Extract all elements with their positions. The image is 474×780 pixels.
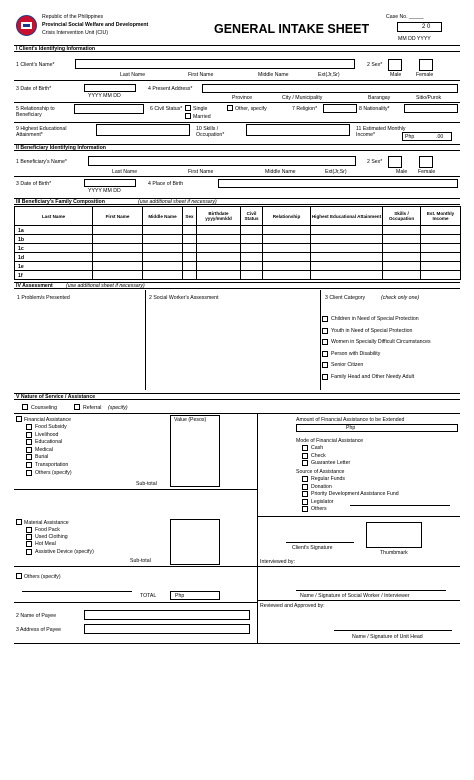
pob-field[interactable] (218, 179, 458, 188)
family-cell[interactable] (93, 271, 143, 280)
family-col-header-label: Est. Monthly Income (426, 211, 455, 221)
family-cell[interactable] (93, 235, 143, 244)
referral-label: Referral (83, 405, 102, 411)
family-cell[interactable] (15, 271, 93, 280)
family-cell[interactable] (263, 262, 311, 271)
family-cell[interactable] (15, 226, 93, 235)
religion-label: 7 Religion* (292, 106, 318, 112)
family-cell[interactable] (383, 253, 421, 262)
client-name-label: 1 Client's Name* (16, 62, 55, 68)
client-category-note: (check only one) (381, 295, 420, 301)
education-label: 9 Highest Educational Attainment* (16, 126, 67, 138)
beneficiary-female-box[interactable] (419, 156, 433, 168)
family-cell[interactable] (421, 253, 461, 262)
family-col-header (383, 206, 421, 226)
source-label: Regular Funds (311, 476, 346, 482)
client-category-label: Youth in Need of Special Protection (331, 327, 413, 334)
dob-format: YYYY MM DD (88, 93, 121, 99)
financial-item-checkbox[interactable] (26, 454, 32, 460)
family-cell[interactable] (143, 262, 183, 271)
source-checkbox[interactable] (302, 476, 308, 482)
section3-note: (use additional sheet if necessary) (138, 199, 217, 205)
section4-title: IV Assessment (16, 283, 53, 289)
problems-field[interactable] (18, 302, 142, 386)
client-category-label: Person with Disability (331, 350, 381, 357)
family-cell[interactable] (183, 253, 197, 262)
male-caption: Male (390, 72, 402, 78)
section1-title: I Client's Identifying Information (16, 46, 96, 52)
financial-item-label: Food Subsidy (35, 424, 67, 430)
family-row-label: 1d (18, 255, 25, 261)
mode-label: Mode of Financial Assistance (296, 438, 364, 444)
sitio-caption: Sitio/Purok (416, 95, 442, 101)
client-category-checkbox[interactable] (322, 374, 328, 380)
middle-name-caption: Middle Name (258, 72, 289, 78)
income-label: 11 Estimated Monthly Income* (356, 126, 406, 138)
source-label: Source of Assistance (296, 469, 345, 475)
b-first-name-caption: First Name (188, 169, 214, 175)
family-cell[interactable] (311, 262, 383, 271)
skills-field[interactable] (246, 124, 350, 136)
source-list (302, 476, 458, 516)
family-cell[interactable] (383, 235, 421, 244)
legislator-line[interactable] (350, 505, 450, 506)
family-col-header (93, 206, 143, 226)
income-cents: .00 (436, 134, 444, 140)
family-col-header (241, 206, 263, 226)
section3-title: III Beneficiary's Family Composition (16, 199, 105, 205)
family-row-label: 1a (18, 228, 24, 234)
financial-item-label: Transportation (35, 462, 69, 468)
family-cell[interactable] (183, 244, 197, 253)
financial-items (26, 424, 166, 479)
barangay-caption: Barangay (368, 95, 391, 101)
family-cell[interactable] (383, 226, 421, 235)
family-cell[interactable] (143, 271, 183, 280)
family-cell[interactable] (143, 253, 183, 262)
family-cell[interactable] (197, 253, 241, 262)
family-cell[interactable] (197, 235, 241, 244)
material-item-label: Hot Meal (35, 541, 56, 548)
payee-name-field[interactable] (84, 610, 250, 620)
family-cell[interactable] (15, 244, 93, 253)
total-php: Php (175, 593, 185, 599)
family-cell[interactable] (143, 226, 183, 235)
mode-checkbox[interactable] (302, 460, 308, 466)
family-col-header (421, 206, 461, 226)
family-row-label: 1f (18, 273, 23, 279)
family-col-header-label: Middle Name (148, 213, 177, 219)
form-title: GENERAL INTAKE SHEET (214, 22, 370, 36)
married-checkbox[interactable] (185, 113, 191, 119)
source-checkbox[interactable] (302, 499, 308, 505)
family-cell[interactable] (15, 235, 93, 244)
education-field[interactable] (96, 124, 190, 136)
family-cell[interactable] (311, 253, 383, 262)
b-dob-label: 3 Date of Birth* (16, 181, 52, 187)
source-label: Others (311, 506, 327, 512)
family-col-header (143, 206, 183, 226)
family-cell[interactable] (421, 235, 461, 244)
client-category-label: Senior Citizen (331, 362, 364, 368)
mode-label: Cash (311, 445, 324, 451)
relationship-field[interactable] (74, 104, 144, 114)
client-category-checkbox[interactable] (322, 362, 328, 368)
payee-name-label: 2 Name of Payee (16, 613, 57, 619)
nationality-label: 8 Nationality* (359, 106, 390, 112)
dob-field[interactable] (84, 84, 136, 92)
amount-field[interactable] (296, 424, 458, 432)
sw-signature-label: Name / Signature of Social Worker / Interviewer (300, 593, 410, 599)
source-checkbox[interactable] (302, 484, 308, 490)
others-specify-label: Others (specify) (24, 574, 61, 580)
income-php: Php (405, 134, 415, 140)
problems-label: 1 Problem/s Presented (17, 295, 70, 301)
family-cell[interactable] (15, 253, 93, 262)
mode-label: Guarantee Letter (311, 460, 351, 466)
family-cell[interactable] (183, 235, 197, 244)
civil-other-label: Other, specify (235, 106, 267, 112)
family-cell[interactable] (383, 244, 421, 253)
pob-label: 4 Place of Birth (148, 181, 184, 187)
beneficiary-name-label: 1 Beneficiary's Name* (16, 159, 67, 165)
family-col-header-label: First Name (105, 213, 130, 219)
civil-status-label: 6 Civil Status* (150, 106, 183, 112)
client-category-label: Women in Specially Difficult Circumstances (331, 339, 431, 345)
family-cell[interactable] (241, 271, 263, 280)
client-category-label: 3 Client Category (325, 295, 366, 301)
family-cell[interactable] (183, 226, 197, 235)
family-cell[interactable] (263, 253, 311, 262)
family-cell[interactable] (263, 235, 311, 244)
family-cell[interactable] (421, 271, 461, 280)
sw-assessment-label: 2 Social Worker's Assessment (149, 295, 219, 301)
last-name-caption: Last Name (120, 72, 146, 78)
civil-other-checkbox[interactable] (227, 105, 233, 111)
single-checkbox[interactable] (185, 105, 191, 111)
agency-line2: Provincial Social Welfare and Development (42, 22, 149, 28)
section5-title: V Nature of Service / Assistance (16, 394, 96, 400)
client-category-list (322, 316, 460, 386)
case-no-suffix: 2 0 (422, 24, 431, 30)
family-cell[interactable] (311, 244, 383, 253)
family-cell[interactable] (241, 244, 263, 253)
family-cell[interactable] (241, 262, 263, 271)
family-row-label: 1b (18, 237, 25, 243)
family-cell[interactable] (143, 244, 183, 253)
family-cell[interactable] (93, 253, 143, 262)
financial-checkbox[interactable] (16, 416, 22, 422)
family-col-header-label: Relationship (272, 213, 301, 219)
present-address-label: 4 Present Address* (148, 86, 193, 92)
sw-assessment-field[interactable] (150, 302, 316, 386)
source-label: Donation (311, 483, 332, 490)
b-dob-format: YYYY MM DD (88, 188, 121, 194)
client-category-label: Children in Need of Special Protection (331, 316, 419, 322)
mode-label: Check (311, 452, 326, 459)
financial-item-checkbox[interactable] (26, 470, 32, 476)
family-col-header-label: Last Name (41, 213, 66, 219)
family-composition-table (14, 206, 460, 280)
skills-label: 10 Skills / Occupation* (196, 126, 225, 138)
material-subtotal: Sub-total (130, 558, 151, 564)
b-last-name-caption: Last Name (112, 169, 138, 175)
mode-checkbox[interactable] (302, 453, 308, 459)
case-no-label: Case No. _____ (386, 14, 424, 20)
religion-field[interactable] (323, 104, 357, 113)
client-category-checkbox[interactable] (322, 339, 328, 345)
thumbmark-label: Thumbmark (380, 550, 408, 556)
financial-label: Financial Assistance (24, 417, 71, 423)
nationality-field[interactable] (404, 104, 458, 113)
beneficiary-sex-label: 2 Sex* (367, 159, 383, 165)
family-col-header-label: Highest Educational Attainment (311, 213, 382, 219)
referral-specify: (specify) (108, 405, 128, 411)
financial-subtotal: Sub-total (136, 481, 157, 487)
client-category-checkbox[interactable] (322, 328, 328, 334)
source-checkbox[interactable] (302, 506, 308, 512)
b-ext-caption: Ext(Jr,Sr) (325, 169, 347, 175)
client-category-checkbox[interactable] (322, 351, 328, 357)
material-item-checkbox[interactable] (26, 549, 32, 555)
amount-label: Amount of Financial Assistance to be Extended (296, 417, 405, 423)
client-category-label: Family Head and Other Needy Adult (331, 373, 415, 380)
material-item-checkbox[interactable] (26, 527, 32, 533)
b-male-caption: Male (396, 169, 408, 175)
material-item-checkbox[interactable] (26, 541, 32, 547)
family-row-label: 1c (18, 246, 24, 252)
source-label: Priority Development Assistance Fund (311, 491, 399, 497)
material-value-column (170, 519, 220, 565)
material-item-label: Used Clothing (35, 534, 68, 541)
family-cell[interactable] (263, 226, 311, 235)
material-label: Material Assistance (24, 520, 69, 526)
family-cell[interactable] (93, 244, 143, 253)
present-address-field[interactable] (202, 84, 458, 93)
first-name-caption: First Name (188, 72, 214, 78)
section4-note: (use additional sheet if necessary) (66, 283, 145, 289)
family-col-header-label: Birthdate yyyy/mm/dd (205, 211, 232, 221)
mode-checkbox[interactable] (302, 445, 308, 451)
total-label: TOTAL (140, 593, 157, 599)
referral-checkbox[interactable] (74, 404, 80, 410)
family-cell[interactable] (197, 244, 241, 253)
city-caption: City / Municipality (282, 95, 323, 101)
financial-item-label: Medical (35, 446, 53, 453)
material-item-label: Food Pack (35, 527, 60, 533)
family-cell[interactable] (383, 271, 421, 280)
thumbmark-box[interactable] (366, 522, 422, 548)
beneficiary-name-field[interactable] (88, 156, 356, 166)
case-no-box[interactable] (397, 22, 442, 32)
family-col-header-label: Skills / Occupation (388, 211, 415, 221)
family-cell[interactable] (143, 235, 183, 244)
amount-php: Php (346, 425, 356, 431)
value-pesos-label: Value (Pesos) (174, 417, 207, 423)
financial-item-label: Educational (35, 439, 63, 446)
client-female-box[interactable] (419, 59, 433, 71)
b-middle-name-caption: Middle Name (265, 169, 296, 175)
married-label: Married (193, 114, 211, 120)
financial-item-checkbox[interactable] (26, 424, 32, 430)
financial-item-label: Burial (35, 454, 49, 461)
family-cell[interactable] (421, 262, 461, 271)
female-caption: Female (416, 72, 434, 78)
financial-item-checkbox[interactable] (26, 432, 32, 438)
financial-item-checkbox[interactable] (26, 462, 32, 468)
family-cell[interactable] (311, 226, 383, 235)
family-cell[interactable] (311, 271, 383, 280)
source-label: Legislator (311, 498, 334, 505)
family-cell[interactable] (197, 226, 241, 235)
family-col-header (263, 206, 311, 226)
family-cell[interactable] (421, 226, 461, 235)
single-label: Single (193, 106, 208, 112)
province-caption: Province (232, 95, 253, 101)
payee-address-field[interactable] (84, 624, 250, 634)
beneficiary-male-box[interactable] (388, 156, 402, 168)
family-cell[interactable] (197, 262, 241, 271)
agency-logo (16, 15, 37, 36)
family-cell[interactable] (241, 226, 263, 235)
clients-signature-label: Client's Signature (292, 545, 333, 551)
material-items (26, 527, 166, 557)
family-cell[interactable] (241, 235, 263, 244)
family-col-header-label: Civil Status (244, 211, 259, 221)
client-male-box[interactable] (388, 59, 402, 71)
family-cell[interactable] (311, 235, 383, 244)
material-checkbox[interactable] (16, 519, 22, 525)
case-date-format: MM DD YYYY (398, 36, 431, 42)
interviewed-by-label: Interviewed by: (260, 559, 295, 565)
others-checkbox[interactable] (16, 573, 22, 579)
b-dob-field[interactable] (84, 179, 136, 187)
family-cell[interactable] (383, 262, 421, 271)
client-category-checkbox[interactable] (322, 316, 328, 322)
family-cell[interactable] (421, 244, 461, 253)
reviewed-by-label: Reviewed and Approved by: (260, 603, 325, 609)
section2-title: II Beneficiary Identifying Information (16, 145, 106, 151)
family-cell[interactable] (15, 262, 93, 271)
agency-line3: Crisis Intervention Unit (CIU) (42, 30, 109, 36)
mode-list (302, 445, 452, 469)
family-col-header (15, 206, 93, 226)
family-col-header-label: Sex (185, 213, 194, 219)
financial-item-label: Others (specify) (35, 469, 72, 476)
family-col-header (311, 206, 383, 226)
family-row-label: 1e (18, 264, 24, 270)
material-item-label: Assistive Device (specify) (35, 548, 94, 555)
unit-head-label: Name / Signature of Unit Head (352, 634, 423, 640)
family-cell[interactable] (93, 262, 143, 271)
financial-item-checkbox[interactable] (26, 439, 32, 445)
ext-caption: Ext(Jr,Sr) (318, 72, 340, 78)
family-col-header (183, 206, 197, 226)
value-column (170, 415, 220, 487)
family-cell[interactable] (263, 244, 311, 253)
client-sex-label: 2 Sex* (367, 62, 383, 68)
family-cell[interactable] (241, 253, 263, 262)
family-cell[interactable] (197, 271, 241, 280)
family-col-header (197, 206, 241, 226)
b-female-caption: Female (418, 169, 436, 175)
family-cell[interactable] (183, 262, 197, 271)
financial-item-label: Livelihood (35, 431, 59, 438)
family-cell[interactable] (183, 271, 197, 280)
agency-line1: Republic of the Philippines (42, 14, 104, 20)
financial-item-checkbox[interactable] (26, 447, 32, 453)
family-cell[interactable] (93, 226, 143, 235)
payee-address-label: 3 Address of Payee (16, 627, 61, 633)
relationship-label: 5 Relationship to Beneficiary (16, 106, 55, 118)
source-checkbox[interactable] (302, 491, 308, 497)
family-cell[interactable] (263, 271, 311, 280)
client-name-field[interactable] (75, 59, 355, 69)
counseling-label: Counseling (31, 405, 57, 411)
material-item-checkbox[interactable] (26, 534, 32, 540)
counseling-checkbox[interactable] (22, 404, 28, 410)
dob-label: 3 Date of Birth* (16, 86, 52, 92)
